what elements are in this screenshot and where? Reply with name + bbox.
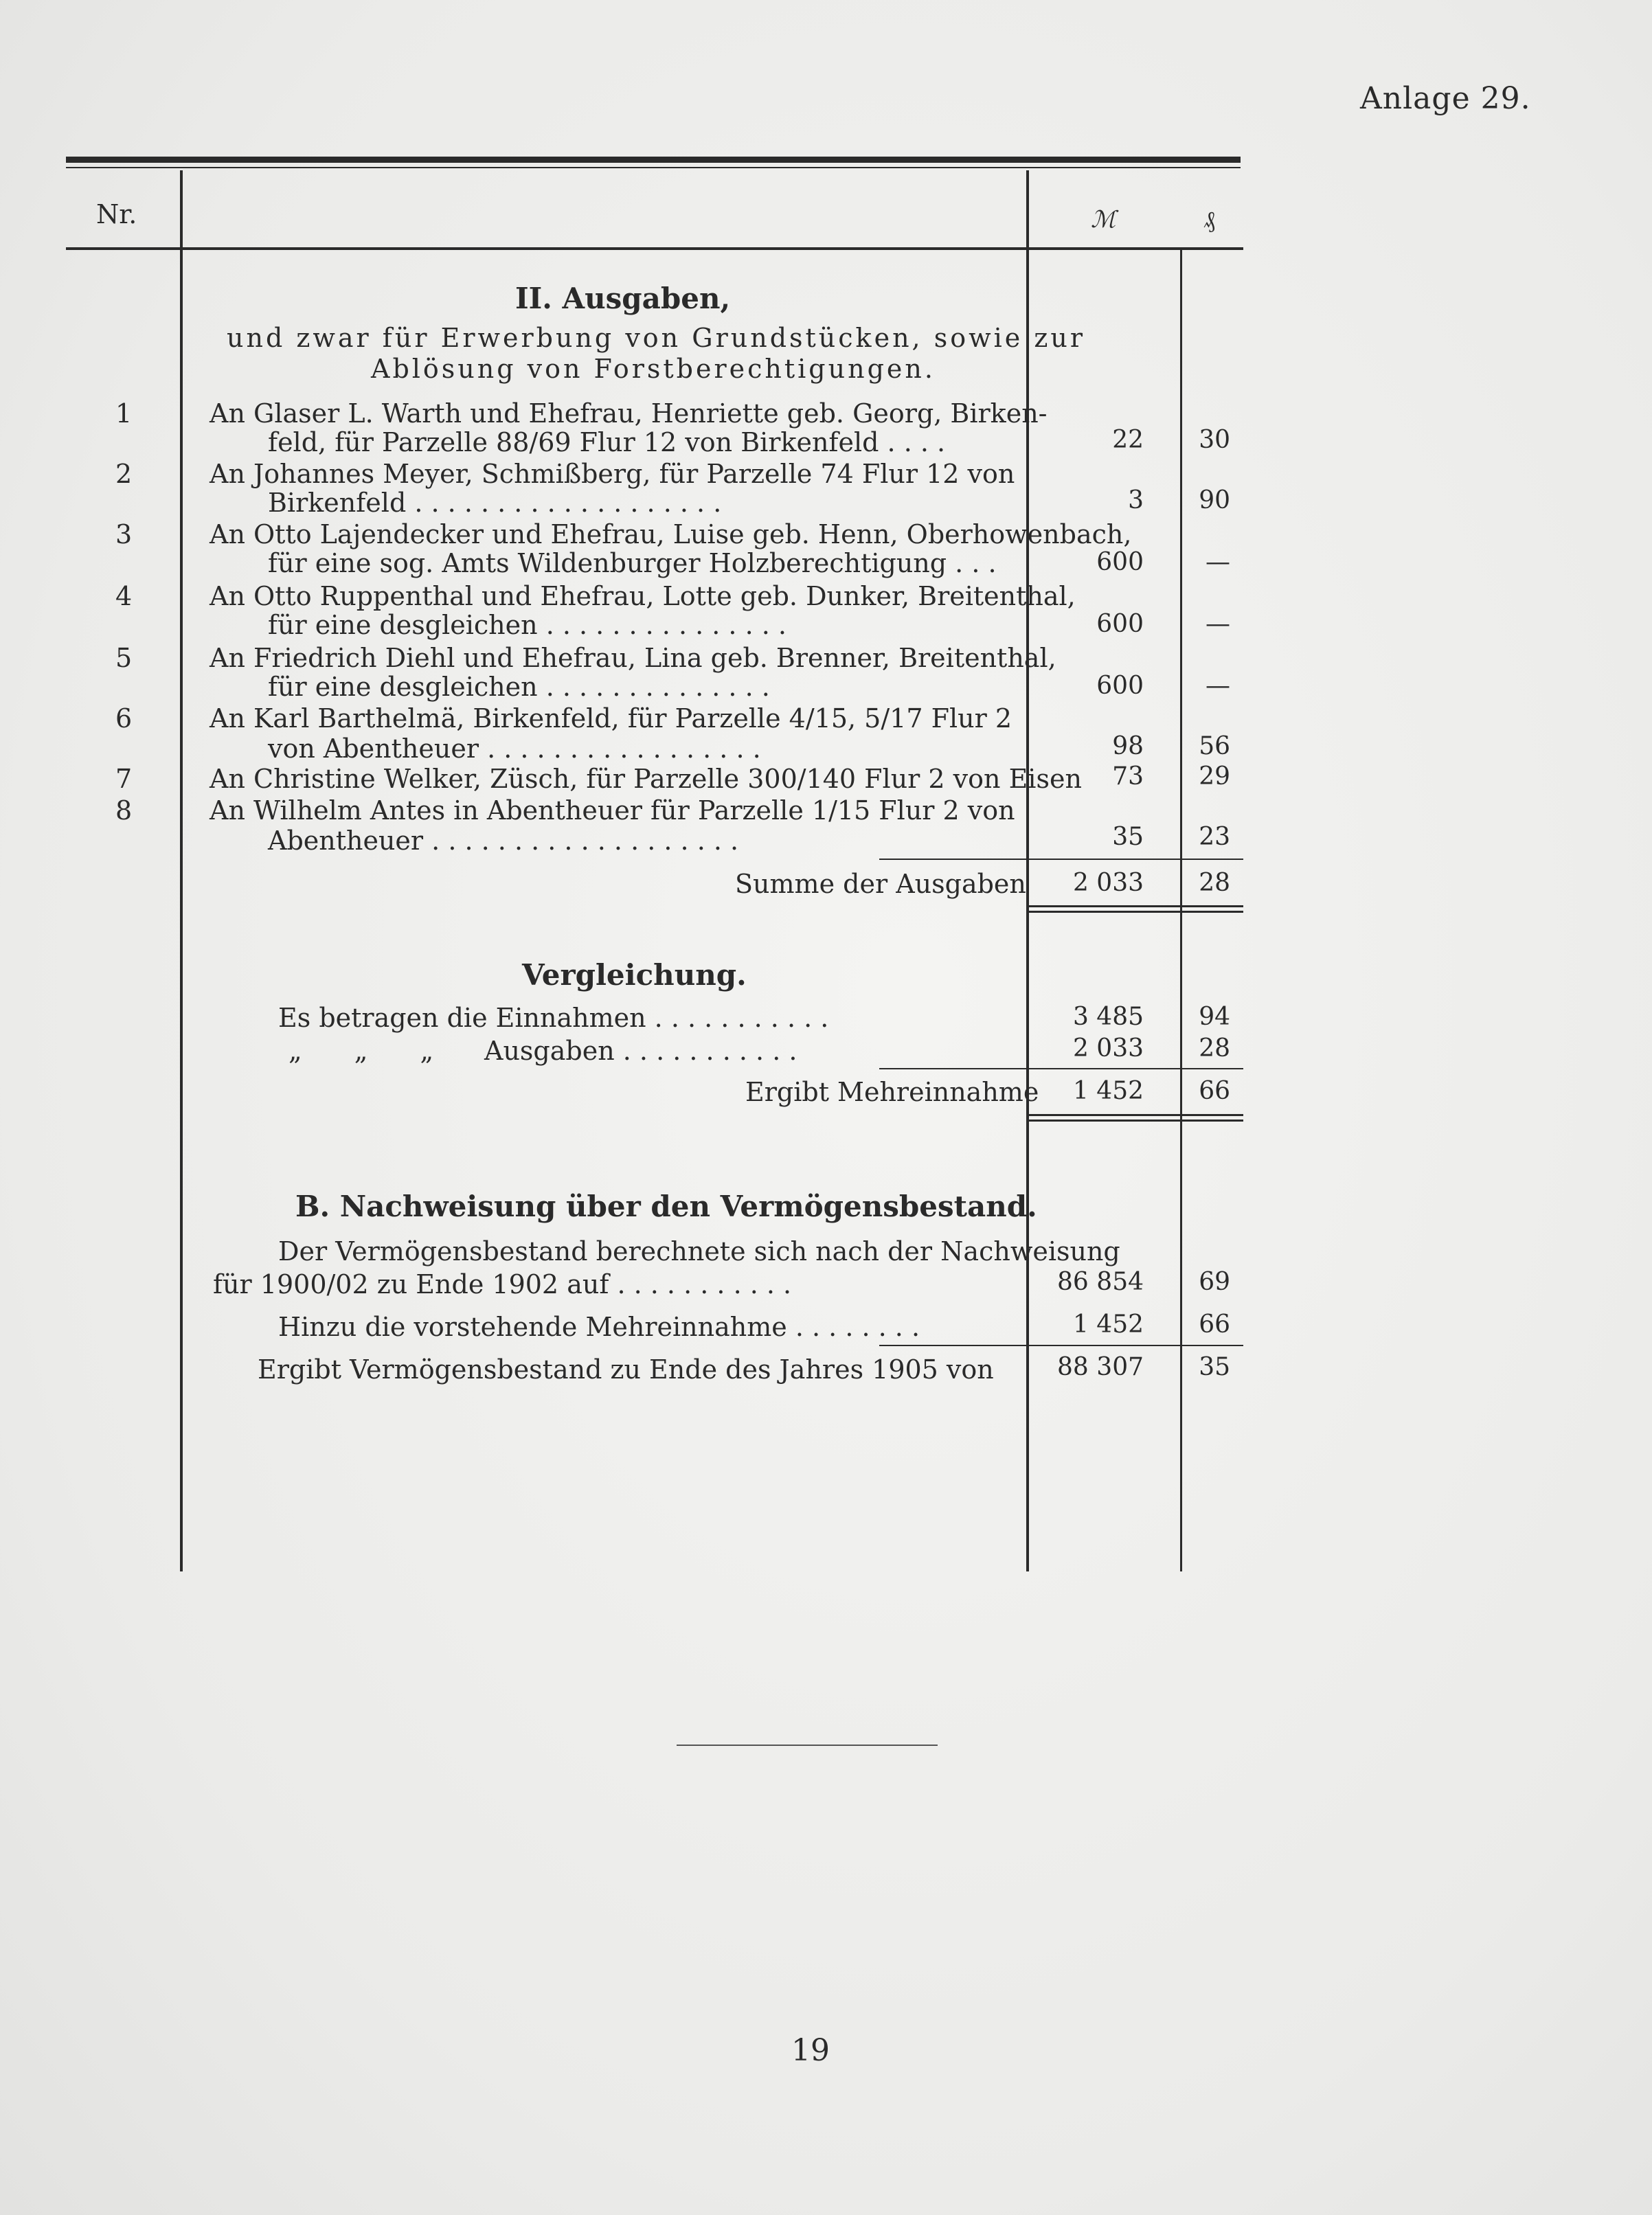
section-b-line2: für 1900/02 zu Ende 1902 auf . . . . . . . . . . .: [213, 1269, 792, 1299]
result-pf: 66: [1199, 1077, 1230, 1105]
item-mark: 22: [1112, 426, 1144, 454]
result-mark: 1 452: [1072, 1077, 1144, 1105]
item-mark: 600: [1096, 548, 1144, 576]
item-mark: 98: [1112, 732, 1144, 760]
section-b-line4: Ergibt Vermögensbestand zu Ende des Jahres 1905 von: [258, 1354, 994, 1385]
section-ii-title: II. Ausgaben,: [515, 282, 731, 315]
section-b-line3-pf: 66: [1199, 1310, 1230, 1339]
result-label: Ergibt Mehreinnahme: [745, 1077, 1039, 1107]
section-b-line2-mark: 86 854: [1057, 1268, 1144, 1296]
item-line1: An Christine Welker, Züsch, für Parzelle 300/140 Flur 2 von Eisen: [210, 764, 1082, 794]
item-nr: 1: [115, 398, 133, 429]
item-mark: 73: [1112, 762, 1144, 791]
item-pf: 30: [1199, 426, 1230, 454]
expense-mark: 2 033: [1072, 1034, 1144, 1063]
item-line1: An Wilhelm Antes in Abentheuer für Parzelle 1/15 Flur 2 von: [210, 795, 1015, 826]
sum-rule-top: [879, 859, 1243, 860]
footer-rule: [677, 1745, 938, 1746]
sum-rule-bottom-1: [1028, 905, 1243, 907]
column-rule-nr: [180, 170, 183, 1571]
item-pf: 23: [1199, 823, 1230, 851]
section-b-line3: Hinzu die vorstehende Mehreinnahme . . . . . . . .: [278, 1312, 920, 1342]
item-line1: An Friedrich Diehl und Ehefrau, Lina geb. Brenner, Breitenthal,: [210, 643, 1056, 673]
section-b-title: B. Nachweisung über den Vermögensbestand.: [295, 1190, 1037, 1223]
section-b-line3-mark: 1 452: [1072, 1310, 1144, 1339]
item-nr: 4: [115, 581, 133, 611]
item-pf: —: [1206, 672, 1230, 700]
item-pf: 29: [1199, 762, 1230, 791]
header-mark: ℳ: [1091, 206, 1116, 234]
section-b-line1: Der Vermögensbestand berechnete sich nach der Nachweisung: [278, 1236, 1120, 1266]
income-label: Es betragen die Einnahmen . . . . . . . . . . .: [278, 1003, 829, 1033]
top-thick-rule: [66, 157, 1241, 163]
comparison-rule-top: [879, 1068, 1243, 1069]
header-nr: Nr.: [96, 199, 137, 229]
section-b-rule: [879, 1345, 1243, 1346]
item-mark: 35: [1112, 823, 1144, 851]
item-nr: 8: [115, 795, 133, 826]
item-nr: 6: [115, 703, 133, 734]
item-pf: —: [1206, 548, 1230, 576]
item-line1: An Johannes Meyer, Schmißberg, für Parzelle 74 Flur 12 von: [210, 459, 1015, 489]
total-pf: 28: [1199, 869, 1230, 897]
item-pf: 90: [1199, 486, 1230, 514]
item-nr: 5: [115, 643, 133, 673]
item-line2: für eine sog. Amts Wildenburger Holzberechtigung . . .: [268, 548, 997, 578]
comparison-title: Vergleichung.: [522, 958, 747, 992]
item-line2: feld, für Parzelle 88/69 Flur 12 von Birkenfeld . . . .: [268, 427, 946, 457]
sum-rule-bottom-2: [1028, 911, 1243, 913]
item-nr: 3: [115, 519, 133, 549]
item-line1: An Otto Lajendecker und Ehefrau, Luise geb. Henn, Oberhowenbach,: [210, 519, 1132, 549]
section-b-line4-pf: 35: [1199, 1353, 1230, 1381]
item-nr: 2: [115, 459, 133, 489]
comparison-rule-bottom-1: [1028, 1114, 1243, 1116]
total-mark: 2 033: [1072, 869, 1144, 897]
item-line2: Birkenfeld . . . . . . . . . . . . . . . . . . .: [268, 488, 722, 518]
top-thin-rule: [66, 167, 1241, 168]
item-mark: 600: [1096, 672, 1144, 700]
item-line2: für eine desgleichen . . . . . . . . . . . . . . .: [268, 610, 787, 640]
item-line1: An Otto Ruppenthal und Ehefrau, Lotte geb. Dunker, Breitenthal,: [210, 581, 1076, 611]
column-rule-pf: [1180, 249, 1182, 1571]
item-nr: 7: [115, 764, 133, 794]
expense-pf: 28: [1199, 1034, 1230, 1063]
item-line2: für eine desgleichen . . . . . . . . . . . . . .: [268, 672, 770, 702]
column-rule-mark: [1026, 170, 1029, 1571]
annex-label: Anlage 29.: [1360, 81, 1531, 116]
header-bottom-rule: [66, 247, 1243, 250]
item-line2: von Abentheuer . . . . . . . . . . . . . . . . .: [268, 734, 761, 764]
section-b-line4-mark: 88 307: [1057, 1353, 1144, 1381]
item-mark: 600: [1096, 610, 1144, 638]
section-ii-subtitle-1: und zwar für Erwerbung von Grundstücken, sowie zur: [227, 323, 1085, 353]
comparison-rule-bottom-2: [1028, 1120, 1243, 1122]
item-line1: An Glaser L. Warth und Ehefrau, Henriette geb. Georg, Birken-: [210, 398, 1048, 429]
item-line2: Abentheuer . . . . . . . . . . . . . . . . . . .: [268, 826, 739, 856]
section-ii-subtitle-2: Ablösung von Forstberechtigungen.: [371, 354, 936, 384]
page-number: 19: [791, 2033, 830, 2068]
section-b-line2-pf: 69: [1199, 1268, 1230, 1296]
header-pf: ₰: [1203, 206, 1215, 234]
income-mark: 3 485: [1072, 1003, 1144, 1031]
income-pf: 94: [1199, 1003, 1230, 1031]
item-pf: 56: [1199, 732, 1230, 760]
item-line1: An Karl Barthelmä, Birkenfeld, für Parzelle 4/15, 5/17 Flur 2: [210, 703, 1012, 734]
ditto-marks: „ „ „: [288, 1036, 434, 1066]
item-mark: 3: [1128, 486, 1144, 514]
item-pf: —: [1206, 610, 1230, 638]
total-label: Summe der Ausgaben: [735, 869, 1026, 899]
expense-label: Ausgaben . . . . . . . . . . .: [484, 1036, 797, 1066]
